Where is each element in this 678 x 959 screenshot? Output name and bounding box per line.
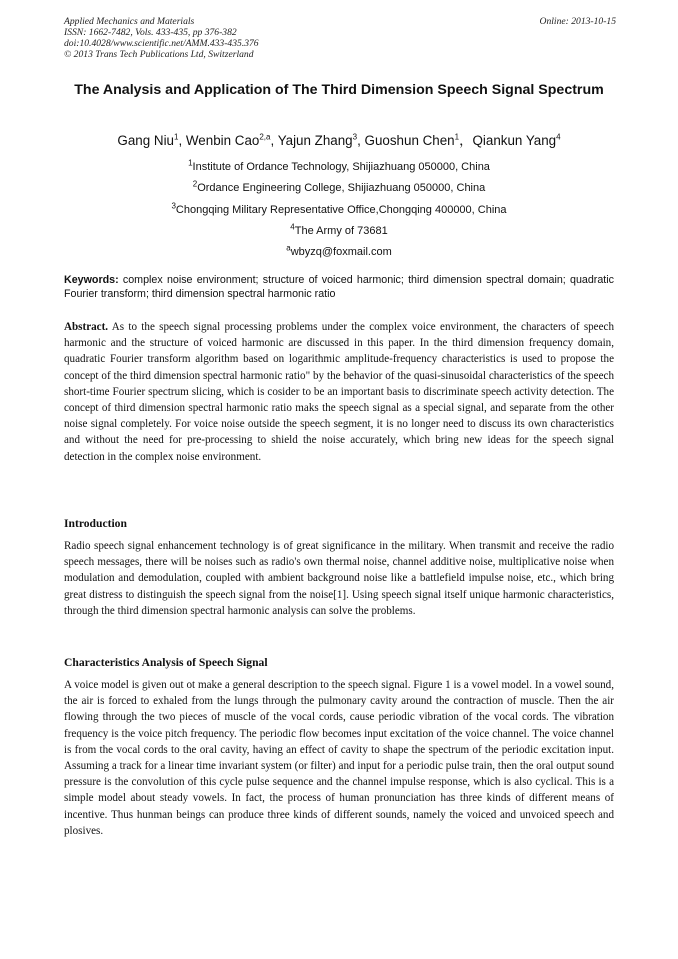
author-name: Yajun Zhang	[277, 133, 353, 148]
affiliation-sup: 2	[192, 179, 198, 189]
author	[278, 133, 365, 148]
author-name: Guoshun Chen	[364, 133, 455, 148]
author-affil-sup: 2,a	[259, 132, 271, 142]
author	[472, 133, 560, 148]
issn-line: ISSN: 1662-7482, Vols. 433-435, pp 376-382	[64, 27, 237, 38]
email-text: wbyzq@foxmail.com	[290, 246, 392, 258]
section-heading-introduction: Introduction	[64, 517, 127, 530]
author-affil-sup: 1	[174, 132, 179, 142]
doi-line: doi:10.4028/www.scientific.net/AMM.433-435.376	[64, 38, 259, 49]
journal-header	[64, 16, 616, 60]
affiliation	[64, 203, 614, 217]
author	[365, 133, 473, 148]
online-date: Online: 2013-10-15	[539, 16, 616, 27]
affiliation	[64, 181, 614, 195]
abstract-label: Abstract.	[64, 321, 109, 333]
paper-title: The Analysis and Application of The Third Dimension Speech Signal Spectrum	[74, 82, 604, 98]
affiliation	[64, 224, 614, 238]
affiliation	[64, 160, 614, 174]
affiliation-text: Chongqing Military Representative Office,Chongqing 400000, China	[175, 204, 507, 216]
author-list	[40, 132, 638, 150]
author-affil-sup: 4	[556, 132, 561, 142]
abstract-block	[64, 319, 614, 465]
affiliation-sup: 3	[171, 201, 176, 211]
section-heading-characteristics: Characteristics Analysis of Speech Signal	[64, 656, 268, 669]
keywords-text: complex noise environment; structure of voiced harmonic; third dimension spectral domain; quadratic Fourier transform; third dimension spectral harmonic ratio	[64, 274, 614, 300]
author-separator: ,	[270, 133, 278, 148]
keywords-label: Keywords:	[64, 274, 119, 286]
affiliation-sup: 4	[290, 222, 295, 232]
affiliation-text: Institute of Ordance Technology, Shijiazhuang 050000, China	[192, 161, 490, 173]
author-separator: ，	[459, 133, 473, 148]
affiliation-sup: a	[286, 243, 291, 253]
author	[186, 133, 278, 148]
characteristics-paragraph: A voice model is given out ot make a general description to the speech signal. Figure 1 is a vowel model. In a vowel sound, the air is forced to exhaled from the lungs through the pulmonary cavity around the contraction of muscle. Then the air flowing through the two pieces of muscle of the vocal cords, cause periodic vibration of the vocal cords. The vibration frequency is the voice pitch frequency. The periodic flow becomes input excitation of the voice channel. The voice channel is from the vocal cords to the oral cavity, having an effect of cavity to shape the spectrum of the periodic excitation input. Assuming a track for a linear time invariant system (or filter) and input for a periodic pulse train, then the oral output sound pressure is the convolution of this cycle pulse sequence and the channel impulse response, which is also cyclical. This is a simple model about steady vowels. In fact, the process of human pronunciation has three kinds of different means of incentive. Thus hunman beings can produce three kinds of different sounds, namely the voiced and unvoiced speech and plosives.	[64, 679, 614, 837]
keywords-block	[64, 274, 614, 301]
author-name: Gang Niu	[117, 133, 174, 148]
affiliation-text: Ordance Engineering College, Shijiazhuang 050000, China	[197, 182, 486, 194]
affiliation-text: The Army of 73681	[294, 225, 388, 237]
author-separator: ,	[357, 133, 365, 148]
author-name: Qiankun Yang	[472, 133, 557, 148]
author-affil-sup: 1	[454, 132, 460, 142]
author-affil-sup: 3	[352, 132, 358, 142]
author-name: Wenbin Cao	[185, 133, 260, 148]
author-separator: ,	[178, 133, 186, 148]
journal-name: Applied Mechanics and Materials	[64, 16, 195, 27]
affiliation-sup: 1	[188, 158, 193, 168]
contact-email	[64, 245, 614, 259]
copyright-line: © 2013 Trans Tech Publications Ltd, Switzerland	[64, 49, 254, 60]
introduction-paragraph: Radio speech signal enhancement technology is of great significance in the military. When transmit and receive the radio speech messages, there will be noises such as radio's own thermal noise, channel additive noise, multiplicative noise when modulation and demodulation, coupled with ambient background noise like a battlefield impulse noise, etc., which bring great distress to distinguish the speech signal from the noise[1]. Using speech signal itself unique harmonic characteristics, through the third dimension spectral harmonic analysis can solve the problems.	[64, 540, 614, 617]
author	[117, 133, 185, 148]
abstract-text: As to the speech signal processing problems under the complex voice environment, the characters of speech harmonic and the structure of voiced harmonic are discussed in this paper. In the third dimension frequency domain, quadratic Fourier transform algorithm based on logarithmic amplitude-frequency characteristics is used to propose the concept of the third dimension spectral harmonic ratio" by the behavior of the quasi-sinusoidal characteristics of the speech short-time Fourier spectrum slicing, which is cosider to be an important basis to discriminate speech activity detection. The concept of third dimension spectral harmonic ratio maks the speech signal as a special signal, and separate from the other noise signal completely. For voice noise outside the speech segment, it is no longer need to discuss its own characteristics and without the need for pre-processing to shield the noise accurately, which bring new ideas for the speech signal detection in the complex noise environment.	[64, 321, 614, 463]
